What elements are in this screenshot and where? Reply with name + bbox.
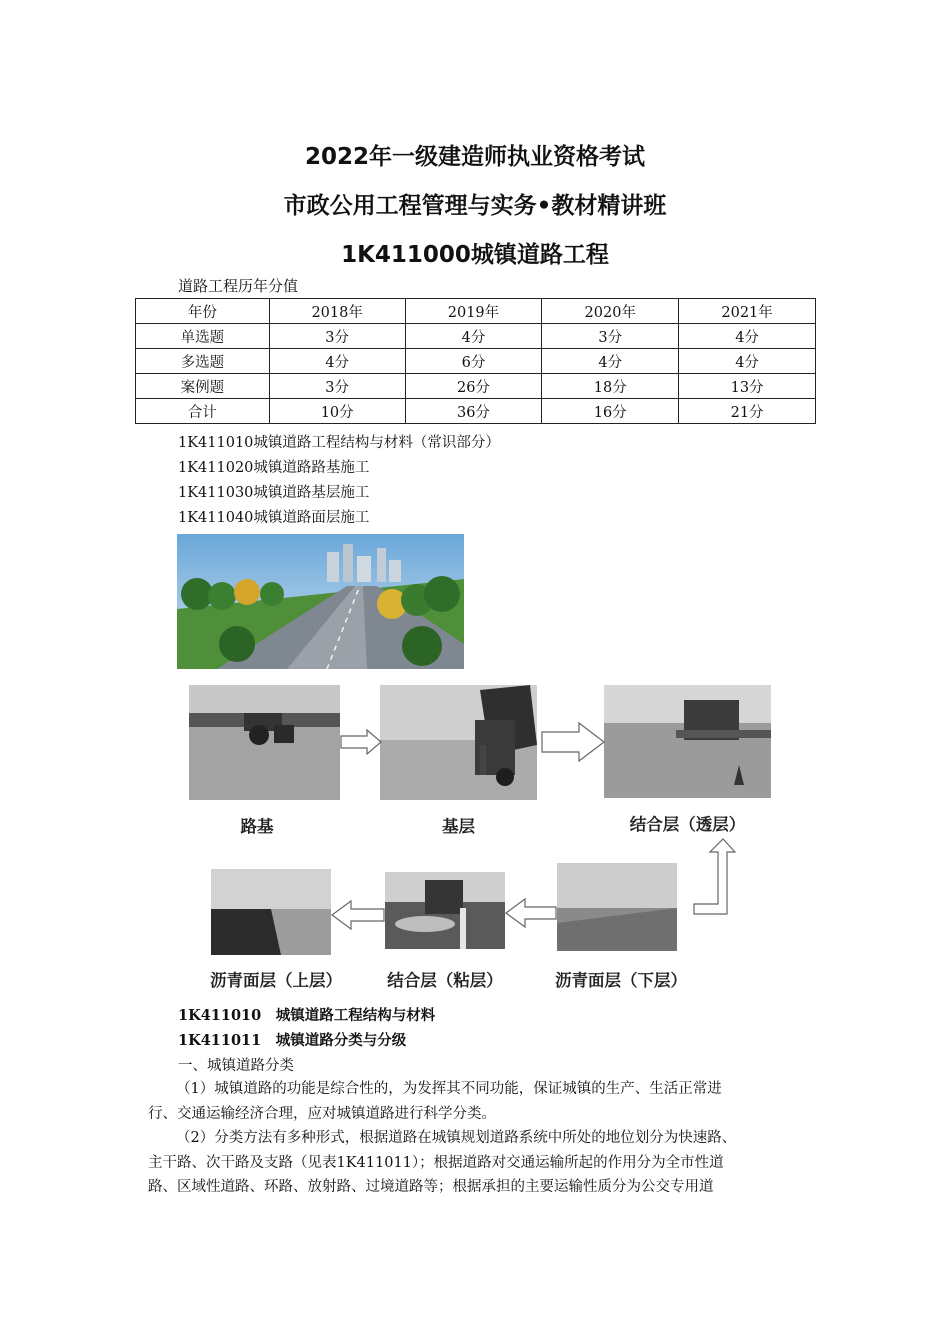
base-photo	[380, 685, 537, 800]
right-arrow-icon	[340, 729, 382, 755]
upper-asphalt-photo	[211, 869, 331, 955]
table-cell: 案例题	[136, 374, 270, 399]
flow-label-tack-coat: 结合层（粘层）	[387, 971, 503, 990]
table-cell: 3分	[542, 324, 679, 349]
table-cell: 10分	[269, 399, 405, 424]
table-header-cell: 2021年	[679, 299, 816, 324]
table-header-cell: 年份	[136, 299, 270, 324]
prime-coat-photo	[604, 685, 771, 798]
table-cell: 13分	[679, 374, 816, 399]
table-cell: 单选题	[136, 324, 270, 349]
left-arrow-icon	[331, 900, 385, 930]
subgrade-photo	[189, 685, 340, 800]
score-table	[135, 298, 816, 424]
table-row	[136, 349, 816, 374]
table-cell: 4分	[679, 324, 816, 349]
right-arrow-icon	[541, 722, 605, 762]
table-cell: 6分	[405, 349, 542, 374]
lower-asphalt-photo	[557, 863, 677, 951]
paragraph-line: 行、交通运输经济合理，应对城镇道路进行科学分类。	[148, 1105, 496, 1122]
left-arrow-icon	[505, 898, 557, 928]
table-row	[136, 374, 816, 399]
table-caption: 道路工程历年分值	[178, 277, 299, 295]
table-row	[136, 399, 816, 424]
flow-label-prime-coat: 结合层（透层）	[629, 815, 746, 834]
sub-heading: 一、城镇道路分类	[178, 1058, 294, 1074]
table-cell: 4分	[405, 324, 542, 349]
subsection-heading: 1K411011 城镇道路分类与分级	[178, 1032, 407, 1049]
toc-item: 1K411030城镇道路基层施工	[178, 485, 370, 501]
paragraph-line: 主干路、次干路及支路（见表1K411011）；根据道路对交通运输所起的作用分为全市性道	[148, 1154, 724, 1171]
table-cell: 合计	[136, 399, 270, 424]
table-cell: 多选题	[136, 349, 270, 374]
paragraph-line: 路、区域性道路、环路、放射路、过境道路等；根据承担的主要运输性质分为公交专用道	[148, 1179, 714, 1195]
table-header-cell: 2018年	[269, 299, 405, 324]
table-cell: 36分	[405, 399, 542, 424]
table-cell: 3分	[269, 374, 405, 399]
flow-label-upper-asphalt: 沥青面层（上层）	[210, 971, 342, 990]
tack-coat-photo	[385, 872, 505, 949]
flow-label-lower-asphalt: 沥青面层（下层）	[555, 971, 687, 990]
flow-label-base: 基层	[442, 817, 475, 836]
table-cell: 4分	[542, 349, 679, 374]
table-cell: 4分	[679, 349, 816, 374]
road-rendering-image	[177, 534, 464, 669]
paragraph-line: （2）分类方法有多种形式，根据道路在城镇规划道路系统中所处的地位划分为快速路、	[176, 1130, 737, 1146]
toc-item: 1K411040城镇道路面层施工	[178, 510, 370, 526]
flow-label-subgrade: 路基	[240, 817, 274, 836]
table-row	[136, 324, 816, 349]
table-cell: 4分	[269, 349, 405, 374]
table-cell: 18分	[542, 374, 679, 399]
table-header-row	[136, 299, 816, 324]
table-cell: 3分	[269, 324, 405, 349]
paragraph-line: （1）城镇道路的功能是综合性的，为发挥其不同功能，保证城镇的生产、生活正常进	[176, 1081, 722, 1097]
doc-title-exam: 2022年一级建造师执业资格考试	[304, 144, 645, 170]
toc-item: 1K411010城镇道路工程结构与材料（常识部分）	[178, 435, 500, 451]
table-cell: 16分	[542, 399, 679, 424]
section-heading: 1K411010 城镇道路工程结构与材料	[178, 1007, 436, 1024]
turn-arrow-icon	[692, 838, 736, 924]
doc-title-chapter: 1K411000城镇道路工程	[341, 242, 609, 268]
doc-title-course: 市政公用工程管理与实务•教材精讲班	[283, 193, 667, 219]
table-cell: 26分	[405, 374, 542, 399]
table-cell: 21分	[679, 399, 816, 424]
table-header-cell: 2019年	[405, 299, 542, 324]
toc-item: 1K411020城镇道路路基施工	[178, 460, 370, 476]
table-header-cell: 2020年	[542, 299, 679, 324]
body-paragraph	[148, 1077, 820, 1200]
